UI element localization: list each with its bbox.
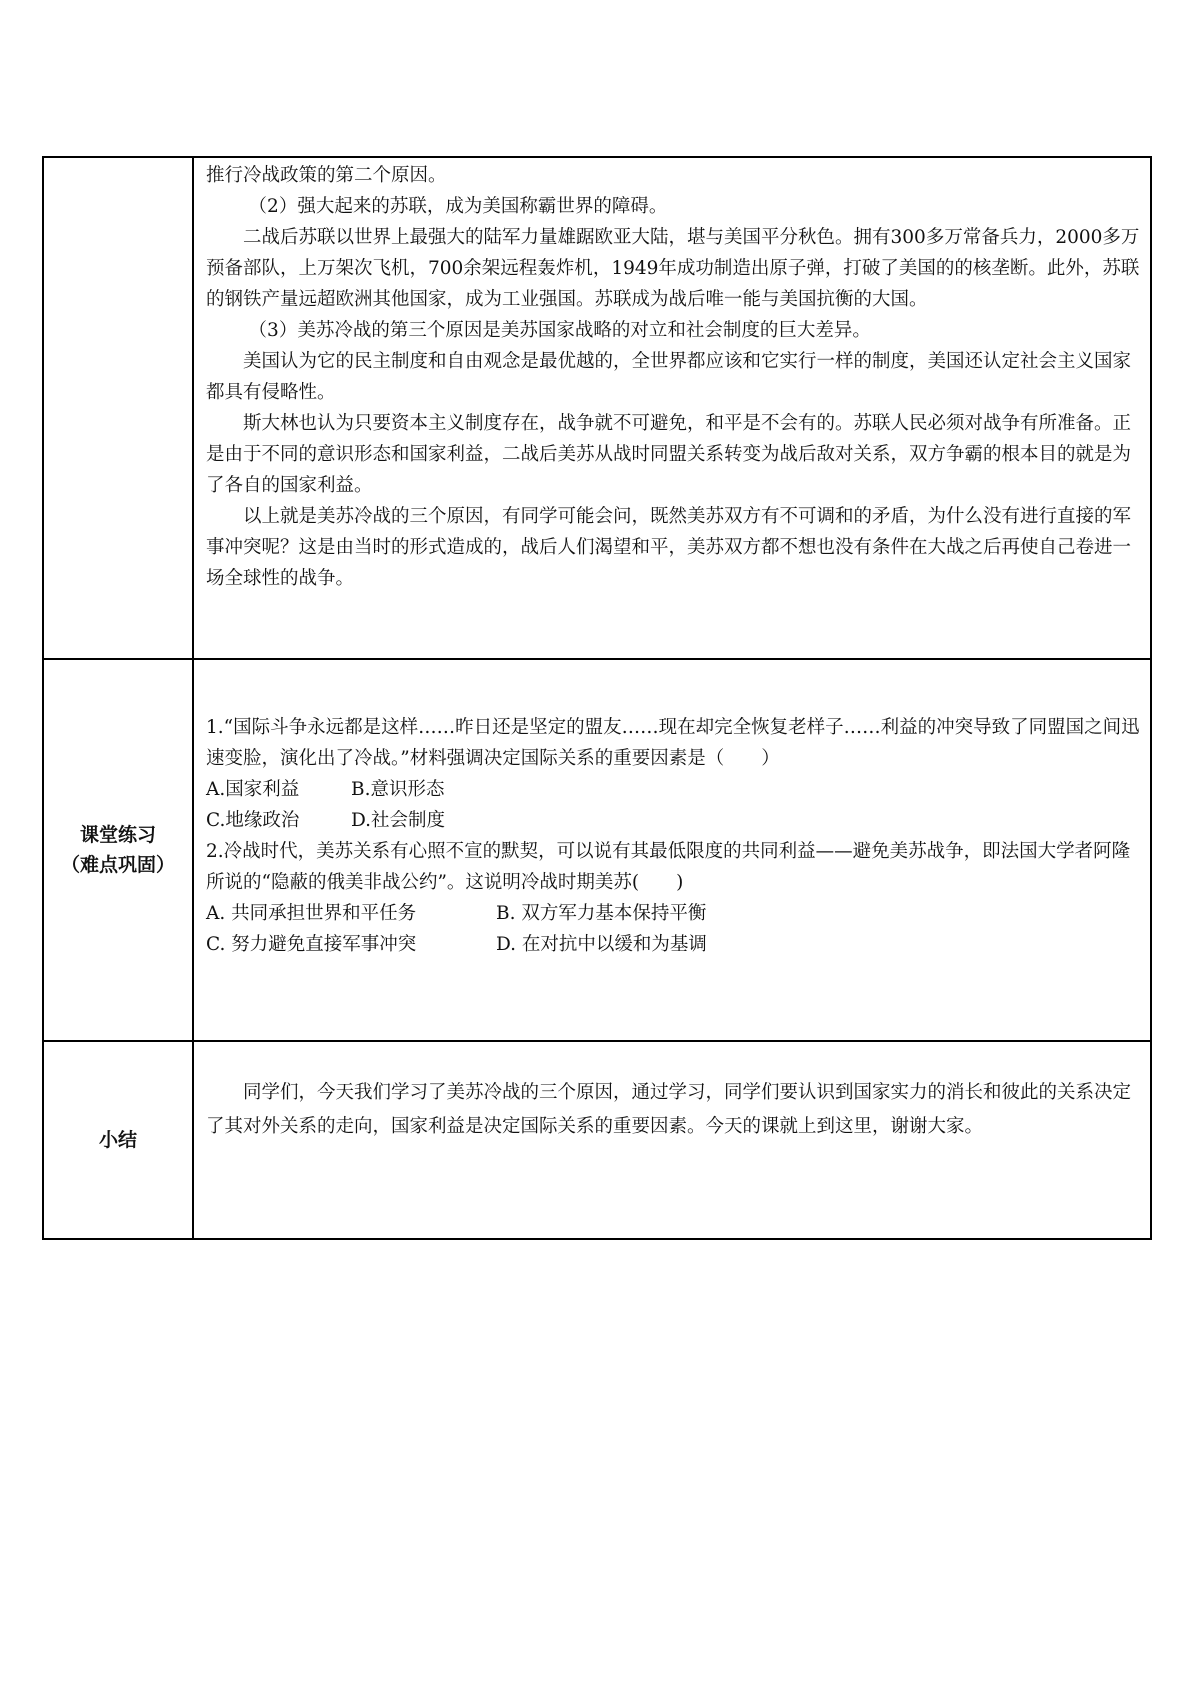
table-row-lecture [42,156,1152,660]
question-1-stem: 1.“国际斗争永远都是这样……昨日还是坚定的盟友……现在却完全恢复老样子……利益的冲突导致了同盟国之间迅速变脸，演化出了冷战。”材料强调决定国际关系的重要因素是（ ） [206,717,1140,769]
question-2-option-a: A. 共同承担世界和平任务 [206,903,417,924]
paragraph: 推行冷战政策的第二个原因。 [206,165,447,186]
practice-content [194,660,1150,1040]
question-1-option-b: B.意识形态 [351,779,445,800]
summary-content [194,1042,1150,1238]
question-2-options-row2 [206,929,1140,960]
paragraph: 二战后苏联以世界上最强大的陆军力量雄踞欧亚大陆，堪与美国平分秋色。拥有300多万常备兵力，2000多万预备部队，上万架次飞机，700余架远程轰炸机，1949年成功制造出原子弹，打破了美国的的核垄断。此外，苏联的钢铁产量远超欧洲其他国家，成为工业强国。苏联成为战后唯一能与美国抗衡的大国。 [206,227,1140,310]
question-1-option-c: C.地缘政治 [206,810,300,831]
paragraph: 美国认为它的民主制度和自由观念是最优越的，全世界都应该和它实行一样的制度，美国还认定社会主义国家都具有侵略性。 [206,351,1132,403]
question-1-options-row2 [206,805,1140,836]
practice-label-title: 课堂练习 [79,824,156,846]
summary-text: 同学们，今天我们学习了美苏冷战的三个原因，通过学习，同学们要认识到国家实力的消长和彼此的关系决定了其对外关系的走向，国家利益是决定国际关系的重要因素。今天的课就上到这里，谢谢大家。 [206,1082,1132,1137]
row-label-practice [44,660,194,1040]
question-2-option-d: D. 在对抗中以缓和为基调 [496,934,707,955]
question-1-option-d: D.社会制度 [351,810,446,831]
paragraph: （2）强大起来的苏联，成为美国称霸世界的障碍。 [248,196,668,217]
question-2-stem: 2.冷战时代，美苏关系有心照不宣的默契，可以说有其最低限度的共同利益——避免美苏战争，即法国大学者阿隆所说的“隐蔽的俄美非战公约”。这说明冷战时期美苏( ) [206,841,1131,893]
paragraph: （3）美苏冷战的第三个原因是美苏国家战略的对立和社会制度的巨大差异。 [248,320,871,341]
table-row-practice [42,660,1152,1042]
lecture-content [194,158,1150,658]
question-2-option-b: B. 双方军力基本保持平衡 [496,903,707,924]
row-label-summary: 小结 [44,1042,194,1238]
question-2-option-c: C. 努力避免直接军事冲突 [206,934,417,955]
paragraph: 斯大林也认为只要资本主义制度存在，战争就不可避免，和平是不会有的。苏联人民必须对战争有所准备。正是由于不同的意识形态和国家利益，二战后美苏从战时同盟关系转变为战后敌对关系，双方争霸的根本目的就是为了各自的国家利益。 [206,413,1132,496]
lesson-table [42,156,1152,1240]
practice-label-subtitle: （难点巩固） [60,854,175,876]
paragraph: 以上就是美苏冷战的三个原因，有同学可能会问，既然美苏双方有不可调和的矛盾，为什么没有进行直接的军事冲突呢？这是由当时的形式造成的，战后人们渴望和平，美苏双方都不想也没有条件在大战之后再使自己卷进一场全球性的战争。 [206,506,1132,589]
question-1-option-a: A.国家利益 [206,779,300,800]
question-1-options-row1 [206,774,1140,805]
question-2-options-row1 [206,898,1140,929]
row-label-empty [44,158,194,658]
table-row-summary [42,1042,1152,1240]
